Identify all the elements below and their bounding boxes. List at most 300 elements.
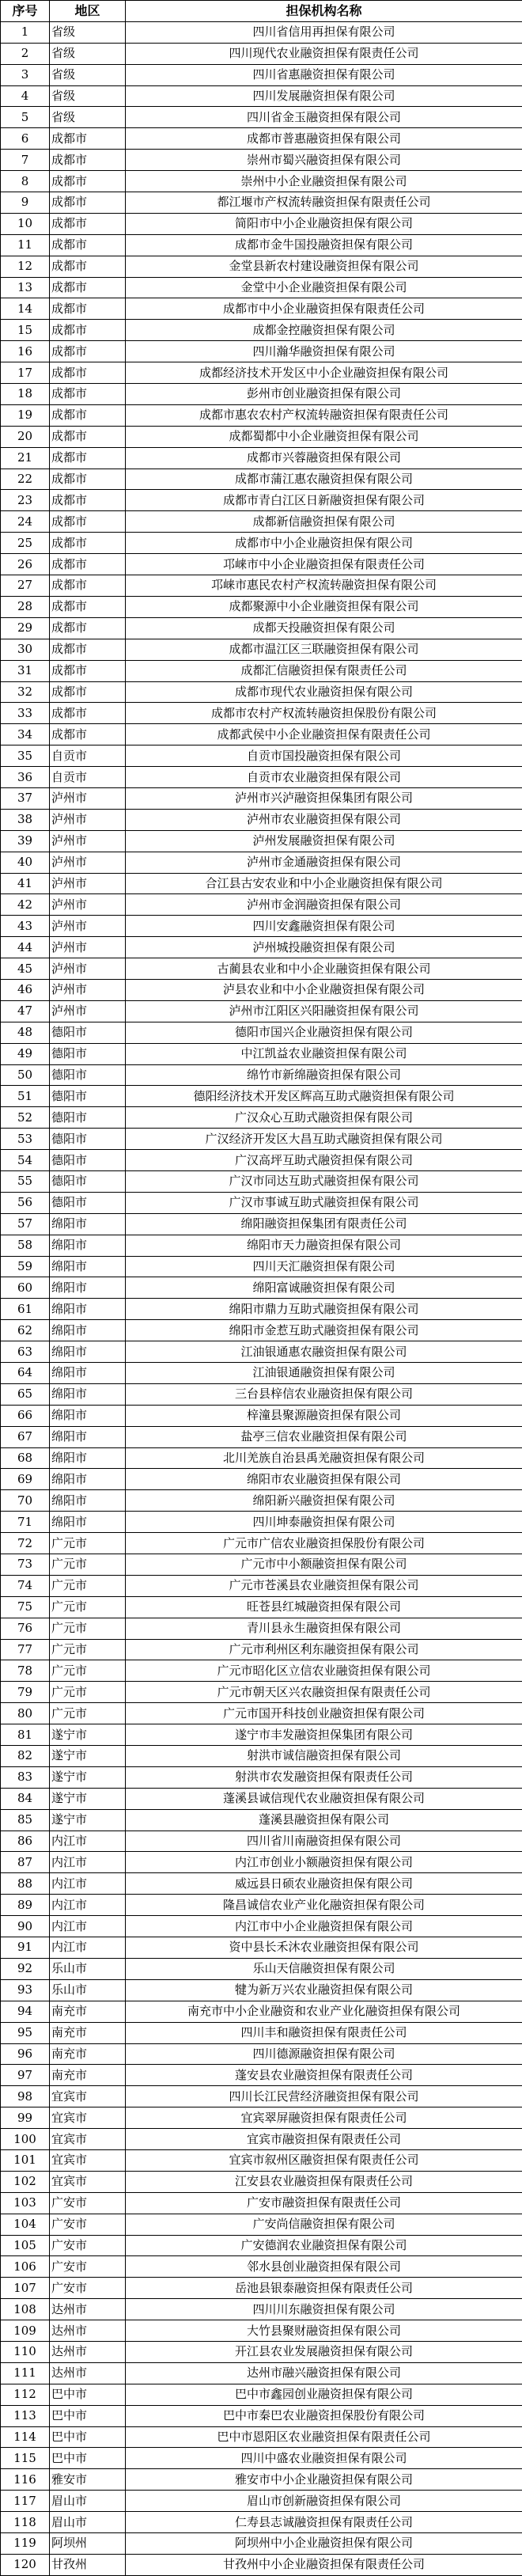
row-index-cell: 35 [1, 745, 50, 767]
row-region-cell: 广元市 [50, 1639, 126, 1660]
row-institution-name-cell: 资中县长禾沐农业融资担保有限公司 [126, 1937, 522, 1959]
row-institution-name-cell: 成都汇信融资担保有限责任公司 [126, 660, 522, 681]
row-region-cell: 广元市 [50, 1554, 126, 1576]
header-index: 序号 [1, 1, 50, 22]
row-region-cell: 巴中市 [50, 2405, 126, 2426]
row-index-cell: 72 [1, 1533, 50, 1554]
row-institution-name-cell: 四川德源融资担保有限公司 [126, 2043, 522, 2065]
row-institution-name-cell: 仁寿县志诚融资担保有限责任公司 [126, 2512, 522, 2533]
row-region-cell: 达州市 [50, 2341, 126, 2362]
header-region: 地区 [50, 1, 126, 22]
table-row [1, 830, 522, 852]
row-region-cell: 德阳市 [50, 1170, 126, 1192]
row-region-cell: 眉山市 [50, 2512, 126, 2533]
row-region-cell: 绵阳市 [50, 1256, 126, 1277]
table-row [1, 469, 522, 490]
row-index-cell: 78 [1, 1660, 50, 1682]
row-institution-name-cell: 宜宾市叙州区融资担保有限责任公司 [126, 2149, 522, 2171]
row-institution-name-cell: 成都蜀都中小企业融资担保有限公司 [126, 426, 522, 447]
row-institution-name-cell: 四川省信用再担保有限公司 [126, 21, 522, 43]
table-row [1, 1703, 522, 1724]
table-row [1, 1170, 522, 1192]
table-row [1, 1533, 522, 1554]
row-institution-name-cell: 南充市中小企业融资和农业产业化融资担保有限公司 [126, 2001, 522, 2022]
table-row [1, 554, 522, 575]
row-region-cell: 乐山市 [50, 1979, 126, 2001]
row-region-cell: 宜宾市 [50, 2107, 126, 2129]
row-index-cell: 81 [1, 1724, 50, 1746]
row-region-cell: 绵阳市 [50, 1447, 126, 1469]
table-row [1, 2469, 522, 2491]
row-index-cell: 29 [1, 617, 50, 639]
row-index-cell: 117 [1, 2491, 50, 2512]
row-region-cell: 广安市 [50, 2278, 126, 2299]
row-index-cell: 106 [1, 2256, 50, 2278]
row-institution-name-cell: 成都市温江区三联融资担保有限公司 [126, 639, 522, 660]
row-institution-name-cell: 邛崃市惠民农村产权流转融资担保有限公司 [126, 575, 522, 597]
row-institution-name-cell: 巴中市恩阳区农业融资担保有限责任公司 [126, 2426, 522, 2448]
table-row [1, 2235, 522, 2256]
row-region-cell: 成都市 [50, 234, 126, 256]
table-row [1, 660, 522, 681]
row-region-cell: 内江市 [50, 1895, 126, 1916]
row-region-cell: 省级 [50, 21, 126, 43]
row-index-cell: 23 [1, 490, 50, 511]
row-institution-name-cell: 中江凯益农业融资担保有限公司 [126, 1043, 522, 1064]
row-region-cell: 广元市 [50, 1533, 126, 1554]
table-row [1, 2448, 522, 2469]
table-row [1, 107, 522, 128]
row-institution-name-cell: 四川省川南融资担保有限公司 [126, 1831, 522, 1852]
row-region-cell: 成都市 [50, 511, 126, 533]
row-institution-name-cell: 绵阳市金惹互助式融资担保有限公司 [126, 1320, 522, 1341]
row-region-cell: 德阳市 [50, 1107, 126, 1129]
table-row [1, 1277, 522, 1299]
row-index-cell: 80 [1, 1703, 50, 1724]
table-row [1, 1979, 522, 2001]
table-row [1, 1192, 522, 1213]
row-institution-name-cell: 广元市昭化区立信农业融资担保有限公司 [126, 1660, 522, 1682]
row-region-cell: 广安市 [50, 2235, 126, 2256]
table-row [1, 1682, 522, 1703]
row-index-cell: 4 [1, 85, 50, 107]
row-index-cell: 101 [1, 2149, 50, 2171]
row-region-cell: 德阳市 [50, 1192, 126, 1213]
table-row [1, 2171, 522, 2192]
row-index-cell: 95 [1, 2022, 50, 2043]
row-region-cell: 成都市 [50, 554, 126, 575]
row-index-cell: 88 [1, 1873, 50, 1895]
row-region-cell: 绵阳市 [50, 1213, 126, 1235]
table-row [1, 2491, 522, 2512]
row-region-cell: 遂宁市 [50, 1766, 126, 1788]
row-index-cell: 62 [1, 1320, 50, 1341]
row-institution-name-cell: 绵阳富诚融资担保有限公司 [126, 1277, 522, 1299]
table-row [1, 1554, 522, 1576]
table-row [1, 192, 522, 214]
row-region-cell: 广元市 [50, 1575, 126, 1596]
row-region-cell: 泸州市 [50, 787, 126, 809]
row-index-cell: 120 [1, 2554, 50, 2575]
row-index-cell: 20 [1, 426, 50, 447]
table-row [1, 298, 522, 320]
row-index-cell: 46 [1, 979, 50, 1000]
row-index-cell: 68 [1, 1447, 50, 1469]
row-index-cell: 71 [1, 1512, 50, 1533]
row-institution-name-cell: 广元市苍溪县农业融资担保有限公司 [126, 1575, 522, 1596]
row-region-cell: 达州市 [50, 2362, 126, 2384]
row-institution-name-cell: 大竹县聚财融资担保有限公司 [126, 2320, 522, 2342]
row-region-cell: 成都市 [50, 192, 126, 214]
row-index-cell: 70 [1, 1490, 50, 1512]
row-index-cell: 56 [1, 1192, 50, 1213]
row-institution-name-cell: 蓬溪县诚信现代农业融资担保有限公司 [126, 1788, 522, 1809]
table-row [1, 404, 522, 426]
row-index-cell: 97 [1, 2065, 50, 2086]
row-region-cell: 泸州市 [50, 937, 126, 958]
row-region-cell: 泸州市 [50, 1000, 126, 1022]
row-institution-name-cell: 成都市惠农农村产权流转融资担保有限责任公司 [126, 404, 522, 426]
row-institution-name-cell: 宜宾翠屏融资担保有限责任公司 [126, 2107, 522, 2129]
row-index-cell: 103 [1, 2192, 50, 2214]
row-region-cell: 泸州市 [50, 979, 126, 1000]
row-institution-name-cell: 四川现代农业融资担保有限责任公司 [126, 43, 522, 64]
row-institution-name-cell: 泸州市江阳区兴阳融资担保有限公司 [126, 1000, 522, 1022]
row-index-cell: 38 [1, 809, 50, 830]
table-row [1, 1129, 522, 1150]
row-index-cell: 33 [1, 703, 50, 724]
row-region-cell: 成都市 [50, 320, 126, 341]
row-index-cell: 108 [1, 2299, 50, 2320]
table-row [1, 1469, 522, 1490]
row-index-cell: 91 [1, 1937, 50, 1959]
table-row [1, 426, 522, 447]
row-index-cell: 63 [1, 1341, 50, 1363]
row-region-cell: 泸州市 [50, 873, 126, 894]
row-region-cell: 绵阳市 [50, 1490, 126, 1512]
row-index-cell: 51 [1, 1086, 50, 1107]
row-region-cell: 成都市 [50, 681, 126, 703]
row-institution-name-cell: 甘孜州中小企业融资担保有限责任公司 [126, 2554, 522, 2575]
row-index-cell: 112 [1, 2384, 50, 2405]
row-region-cell: 达州市 [50, 2320, 126, 2342]
row-region-cell: 内江市 [50, 1852, 126, 1873]
table-row [1, 1150, 522, 1171]
row-index-cell: 114 [1, 2426, 50, 2448]
header-institution-name: 担保机构名称 [126, 1, 522, 22]
row-institution-name-cell: 江安县农业融资担保有限责任公司 [126, 2171, 522, 2192]
row-index-cell: 105 [1, 2235, 50, 2256]
row-institution-name-cell: 射洪市农发融资担保有限责任公司 [126, 1766, 522, 1788]
row-index-cell: 44 [1, 937, 50, 958]
row-region-cell: 广元市 [50, 1596, 126, 1618]
row-region-cell: 德阳市 [50, 1150, 126, 1171]
table-row [1, 341, 522, 362]
row-institution-name-cell: 成都市蒲江惠农融资担保有限公司 [126, 469, 522, 490]
row-region-cell: 德阳市 [50, 1086, 126, 1107]
row-region-cell: 自贡市 [50, 767, 126, 788]
row-index-cell: 19 [1, 404, 50, 426]
table-row [1, 894, 522, 916]
table-row [1, 256, 522, 277]
table-row [1, 617, 522, 639]
row-institution-name-cell: 四川中盛农业融资担保有限公司 [126, 2448, 522, 2469]
row-region-cell: 省级 [50, 85, 126, 107]
row-index-cell: 37 [1, 787, 50, 809]
row-region-cell: 泸州市 [50, 852, 126, 873]
table-row [1, 1490, 522, 1512]
row-region-cell: 遂宁市 [50, 1746, 126, 1767]
row-institution-name-cell: 射洪市诚信融资担保有限公司 [126, 1746, 522, 1767]
row-index-cell: 26 [1, 554, 50, 575]
row-index-cell: 8 [1, 171, 50, 192]
table-row [1, 596, 522, 617]
row-index-cell: 65 [1, 1383, 50, 1405]
row-region-cell: 成都市 [50, 298, 126, 320]
row-institution-name-cell: 泸州发展融资担保有限公司 [126, 830, 522, 852]
table-row [1, 1022, 522, 1043]
table-row [1, 1512, 522, 1533]
row-index-cell: 50 [1, 1064, 50, 1086]
row-institution-name-cell: 广元市广信农业融资担保股份有限公司 [126, 1533, 522, 1554]
row-institution-name-cell: 广汉经济开发区大昌互助式融资担保有限公司 [126, 1129, 522, 1150]
row-index-cell: 104 [1, 2214, 50, 2235]
row-region-cell: 宜宾市 [50, 2171, 126, 2192]
row-index-cell: 59 [1, 1256, 50, 1277]
row-region-cell: 成都市 [50, 490, 126, 511]
row-institution-name-cell: 成都天投融资担保有限公司 [126, 617, 522, 639]
row-region-cell: 绵阳市 [50, 1341, 126, 1363]
row-institution-name-cell: 三台县梓信农业融资担保有限公司 [126, 1383, 522, 1405]
row-institution-name-cell: 泸州市金通融资担保有限公司 [126, 852, 522, 873]
row-region-cell: 绵阳市 [50, 1426, 126, 1447]
table-row [1, 1660, 522, 1682]
row-institution-name-cell: 广汉众心互助式融资担保有限公司 [126, 1107, 522, 1129]
row-region-cell: 省级 [50, 107, 126, 128]
table-row [1, 1043, 522, 1064]
row-region-cell: 巴中市 [50, 2426, 126, 2448]
row-region-cell: 绵阳市 [50, 1235, 126, 1256]
table-row [1, 1064, 522, 1086]
row-region-cell: 乐山市 [50, 1958, 126, 1979]
row-institution-name-cell: 绵竹市新绵融资担保有限公司 [126, 1064, 522, 1086]
row-institution-name-cell: 内江市中小企业融资担保有限公司 [126, 1916, 522, 1937]
row-index-cell: 85 [1, 1809, 50, 1831]
row-region-cell: 广元市 [50, 1703, 126, 1724]
row-institution-name-cell: 成都市兴蓉融资担保有限公司 [126, 447, 522, 469]
row-institution-name-cell: 成都新信融资担保有限公司 [126, 511, 522, 533]
row-region-cell: 成都市 [50, 533, 126, 554]
row-index-cell: 60 [1, 1277, 50, 1299]
row-region-cell: 广安市 [50, 2214, 126, 2235]
row-index-cell: 22 [1, 469, 50, 490]
table-row [1, 2384, 522, 2405]
row-institution-name-cell: 德阳市国兴企业融资担保有限公司 [126, 1022, 522, 1043]
row-region-cell: 绵阳市 [50, 1512, 126, 1533]
table-row [1, 2278, 522, 2299]
row-index-cell: 13 [1, 277, 50, 298]
table-row [1, 384, 522, 405]
row-index-cell: 73 [1, 1554, 50, 1576]
row-region-cell: 成都市 [50, 341, 126, 362]
table-row [1, 979, 522, 1000]
row-institution-name-cell: 古蔺县农业和中小企业融资担保有限公司 [126, 958, 522, 980]
row-region-cell: 成都市 [50, 703, 126, 724]
row-index-cell: 40 [1, 852, 50, 873]
table-row [1, 1958, 522, 1979]
table-row [1, 639, 522, 660]
row-institution-name-cell: 江油银通惠农融资担保有限公司 [126, 1341, 522, 1363]
table-row [1, 852, 522, 873]
row-index-cell: 57 [1, 1213, 50, 1235]
row-institution-name-cell: 四川川东融资担保有限公司 [126, 2299, 522, 2320]
row-region-cell: 成都市 [50, 575, 126, 597]
table-header-row [1, 1, 522, 22]
table-row [1, 2149, 522, 2171]
row-institution-name-cell: 青川县永生融资担保有限公司 [126, 1618, 522, 1639]
table-row [1, 1086, 522, 1107]
row-institution-name-cell: 绵阳新兴融资担保有限公司 [126, 1490, 522, 1512]
row-region-cell: 内江市 [50, 1873, 126, 1895]
row-institution-name-cell: 自贡市国投融资担保有限公司 [126, 745, 522, 767]
row-index-cell: 99 [1, 2107, 50, 2129]
row-institution-name-cell: 成都市普惠融资担保有限公司 [126, 128, 522, 150]
table-row [1, 85, 522, 107]
table-row [1, 745, 522, 767]
row-region-cell: 巴中市 [50, 2448, 126, 2469]
row-index-cell: 21 [1, 447, 50, 469]
row-region-cell: 成都市 [50, 256, 126, 277]
row-index-cell: 109 [1, 2320, 50, 2342]
table-row [1, 234, 522, 256]
table-row [1, 1852, 522, 1873]
table-row [1, 2512, 522, 2533]
row-index-cell: 107 [1, 2278, 50, 2299]
table-row [1, 277, 522, 298]
table-row [1, 873, 522, 894]
row-index-cell: 49 [1, 1043, 50, 1064]
row-index-cell: 74 [1, 1575, 50, 1596]
table-row [1, 1724, 522, 1746]
row-region-cell: 绵阳市 [50, 1363, 126, 1384]
row-index-cell: 31 [1, 660, 50, 681]
table-row [1, 1299, 522, 1320]
row-institution-name-cell: 四川长江民营经济融资担保有限公司 [126, 2086, 522, 2107]
row-region-cell: 巴中市 [50, 2384, 126, 2405]
row-region-cell: 德阳市 [50, 1129, 126, 1150]
table-row [1, 1937, 522, 1959]
row-institution-name-cell: 眉山市创新融资担保有限公司 [126, 2491, 522, 2512]
table-row [1, 2107, 522, 2129]
row-institution-name-cell: 广安尚信融资担保有限公司 [126, 2214, 522, 2235]
table-row [1, 2065, 522, 2086]
row-institution-name-cell: 四川丰和融资担保有限责任公司 [126, 2022, 522, 2043]
row-institution-name-cell: 广汉市同达互助式融资担保有限公司 [126, 1170, 522, 1192]
row-institution-name-cell: 遂宁市丰发融资担保集团有限公司 [126, 1724, 522, 1746]
row-region-cell: 成都市 [50, 384, 126, 405]
row-institution-name-cell: 四川天汇融资担保有限公司 [126, 1256, 522, 1277]
row-region-cell: 甘孜州 [50, 2554, 126, 2575]
row-index-cell: 90 [1, 1916, 50, 1937]
row-index-cell: 69 [1, 1469, 50, 1490]
row-institution-name-cell: 成都金控融资担保有限公司 [126, 320, 522, 341]
row-institution-name-cell: 雅安市中小企业融资担保有限公司 [126, 2469, 522, 2491]
row-institution-name-cell: 绵阳市天力融资担保有限公司 [126, 1235, 522, 1256]
row-region-cell: 绵阳市 [50, 1320, 126, 1341]
table-row [1, 362, 522, 384]
row-index-cell: 92 [1, 1958, 50, 1979]
table-row [1, 787, 522, 809]
row-index-cell: 82 [1, 1746, 50, 1767]
table-row [1, 1788, 522, 1809]
row-region-cell: 泸州市 [50, 894, 126, 916]
row-region-cell: 成都市 [50, 617, 126, 639]
row-index-cell: 9 [1, 192, 50, 214]
row-region-cell: 绵阳市 [50, 1383, 126, 1405]
table-row [1, 1639, 522, 1660]
row-index-cell: 10 [1, 213, 50, 234]
row-institution-name-cell: 绵阳融资担保集团有限责任公司 [126, 1213, 522, 1235]
row-index-cell: 111 [1, 2362, 50, 2384]
row-region-cell: 成都市 [50, 447, 126, 469]
table-row [1, 447, 522, 469]
row-region-cell: 省级 [50, 64, 126, 85]
row-institution-name-cell: 盐亭三信农业融资担保有限公司 [126, 1426, 522, 1447]
row-index-cell: 100 [1, 2129, 50, 2150]
table-row [1, 1256, 522, 1277]
row-institution-name-cell: 乐山天信融资担保有限公司 [126, 1958, 522, 1979]
table-row [1, 2362, 522, 2384]
row-region-cell: 成都市 [50, 596, 126, 617]
row-index-cell: 89 [1, 1895, 50, 1916]
row-institution-name-cell: 阿坝州中小企业融资担保有限公司 [126, 2532, 522, 2554]
row-index-cell: 54 [1, 1150, 50, 1171]
row-index-cell: 34 [1, 724, 50, 745]
row-index-cell: 76 [1, 1618, 50, 1639]
row-region-cell: 眉山市 [50, 2491, 126, 2512]
row-region-cell: 雅安市 [50, 2469, 126, 2491]
row-institution-name-cell: 北川羌族自治县禹羌融资担保有限公司 [126, 1447, 522, 1469]
row-region-cell: 宜宾市 [50, 2149, 126, 2171]
row-index-cell: 6 [1, 128, 50, 150]
row-index-cell: 110 [1, 2341, 50, 2362]
table-row [1, 1596, 522, 1618]
row-institution-name-cell: 成都市中小企业融资担保有限公司 [126, 533, 522, 554]
row-index-cell: 75 [1, 1596, 50, 1618]
row-institution-name-cell: 开江县农业发展融资担保有限公司 [126, 2341, 522, 2362]
table-row [1, 1618, 522, 1639]
row-institution-name-cell: 广汉市事诚互助式融资担保有限公司 [126, 1192, 522, 1213]
row-index-cell: 42 [1, 894, 50, 916]
row-institution-name-cell: 岳池县银泰融资担保有限责任公司 [126, 2278, 522, 2299]
table-row [1, 916, 522, 937]
row-index-cell: 11 [1, 234, 50, 256]
row-institution-name-cell: 成都聚源中小企业融资担保有限公司 [126, 596, 522, 617]
row-region-cell: 德阳市 [50, 1064, 126, 1086]
row-index-cell: 79 [1, 1682, 50, 1703]
row-institution-name-cell: 绵阳市鼎力互助式融资担保有限公司 [126, 1299, 522, 1320]
row-index-cell: 64 [1, 1363, 50, 1384]
row-institution-name-cell: 江油银通融资担保有限公司 [126, 1363, 522, 1384]
row-institution-name-cell: 彭州市创业融资担保有限公司 [126, 384, 522, 405]
row-index-cell: 86 [1, 1831, 50, 1852]
row-index-cell: 116 [1, 2469, 50, 2491]
row-institution-name-cell: 德阳经济技术开发区辉高互助式融资担保有限公司 [126, 1086, 522, 1107]
row-institution-name-cell: 成都市中小企业融资担保有限责任公司 [126, 298, 522, 320]
row-institution-name-cell: 自贡市农业融资担保有限公司 [126, 767, 522, 788]
row-region-cell: 南充市 [50, 2001, 126, 2022]
row-region-cell: 南充市 [50, 2022, 126, 2043]
